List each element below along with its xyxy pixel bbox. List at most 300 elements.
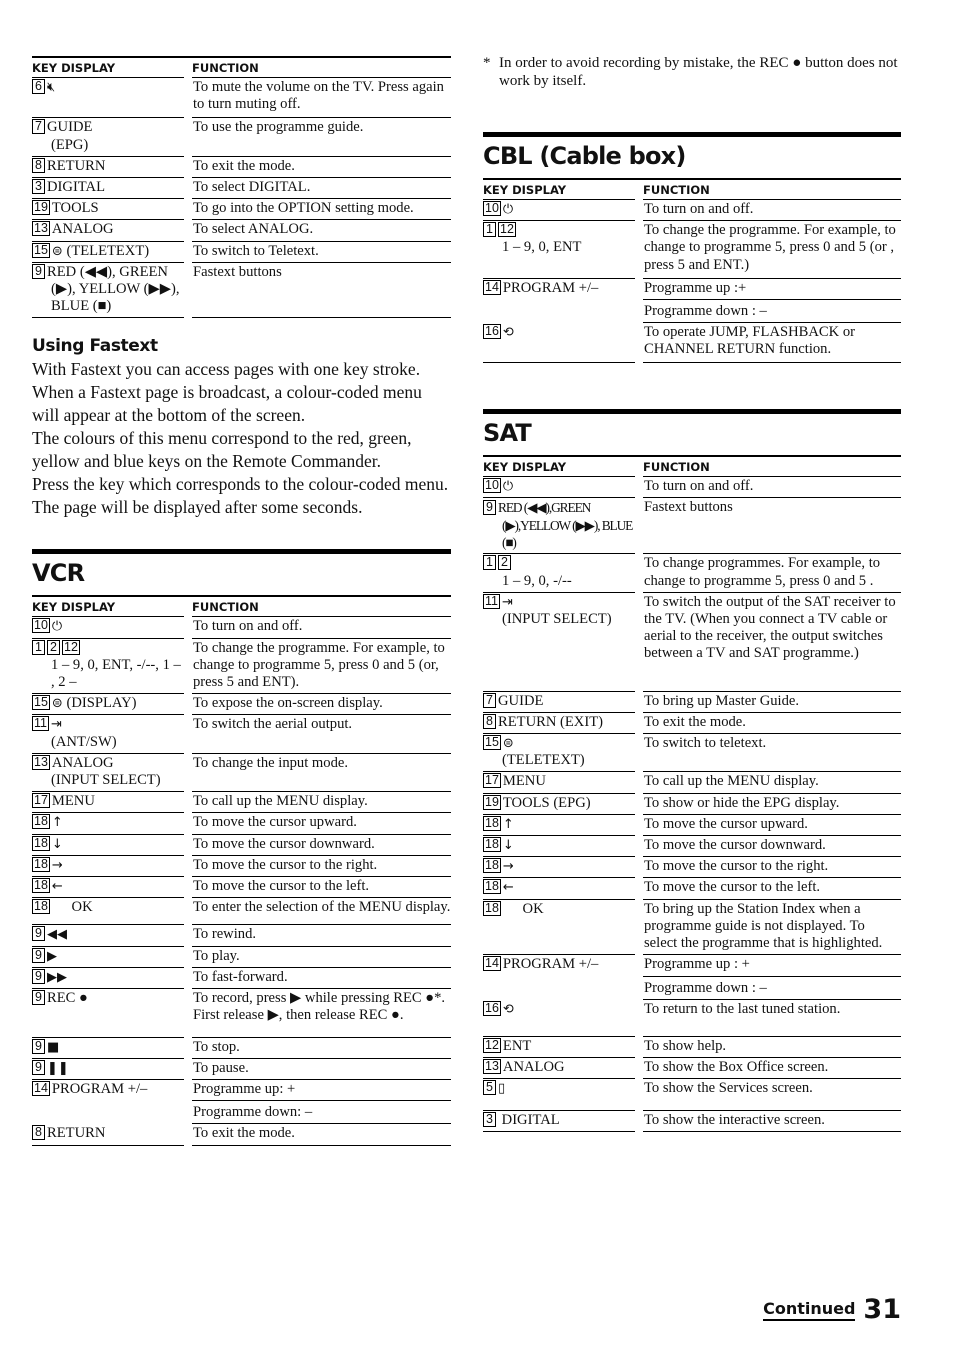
table-row (32, 617, 451, 638)
function-cell (643, 734, 901, 772)
table-row (32, 639, 451, 695)
function-text: To return to the last tuned station. (644, 1000, 841, 1017)
key-numbers (483, 478, 503, 494)
page-number: 31 (863, 1294, 901, 1325)
sat-key-table (483, 455, 901, 1132)
key-numbers (483, 594, 502, 610)
footnote (483, 54, 901, 90)
function-cell (643, 323, 901, 362)
key-numbers (483, 858, 503, 874)
column-gap (635, 279, 643, 323)
key-number-box: 10 (34, 618, 48, 633)
key-cell (32, 968, 184, 989)
vcr-key-table (32, 595, 451, 1145)
key-numbers (483, 795, 503, 811)
key-cell (483, 794, 635, 815)
key-number-box: 9 (32, 1060, 45, 1075)
sat-section (483, 409, 901, 1132)
right-column (483, 54, 901, 1132)
function-cell (643, 815, 901, 836)
column-gap (184, 597, 192, 617)
column-gap (184, 58, 192, 78)
function-text: Fastext buttons (193, 263, 282, 280)
key-numbers (483, 1080, 498, 1096)
function-text: To move the cursor upward. (644, 815, 808, 832)
fastext-paragraph: When a Fastext page is broadcast, a colour-coded menu will appear at the bottom of the screen. (32, 382, 422, 426)
function-cell (192, 898, 451, 925)
function-cell (643, 1000, 901, 1037)
key-numbers (32, 899, 52, 915)
key-number-box: 13 (34, 221, 48, 236)
table-row (32, 754, 451, 792)
key-number-box: 8 (32, 158, 45, 173)
footnote-text: In order to avoid recording by mistake, the REC ● button does not work by itself. (499, 55, 898, 89)
teletext-icon: ⊜ (502, 736, 514, 752)
key-numbers (32, 695, 52, 711)
left-column (32, 56, 451, 1146)
key-number-box: 17 (34, 793, 48, 808)
footnote-marker: * (483, 55, 491, 71)
key-numbers (32, 716, 51, 732)
key-number-box: 18 (485, 858, 499, 873)
function-text: Fastext buttons (644, 498, 733, 515)
key-label: MENU (502, 773, 546, 790)
key-label: RED (◀◀), GREEN (47, 263, 168, 280)
column-gap (184, 263, 192, 319)
display-icon: ⊜ (51, 696, 63, 712)
column-gap (184, 694, 192, 715)
key-cell (32, 813, 184, 834)
table-row (483, 772, 901, 793)
table-row (483, 815, 901, 836)
column-gap (184, 199, 192, 220)
key-number-box: 15 (485, 735, 499, 750)
key-numbers (32, 1081, 52, 1097)
key-numbers (32, 221, 52, 237)
key-label: PROGRAM +/– (502, 956, 599, 973)
jump-icon: ⟲ (502, 325, 514, 341)
sat-heading: SAT (483, 418, 531, 447)
key-numbers (483, 901, 503, 917)
key-numbers (32, 200, 52, 216)
key-cell (483, 772, 635, 793)
function-cell (643, 200, 901, 221)
key-number-box: 14 (485, 279, 499, 294)
key-numbers (483, 693, 498, 709)
function-text: To move the cursor to the right. (193, 856, 378, 873)
key-numbers (483, 280, 503, 296)
table-header (32, 595, 451, 617)
function-text: To move the cursor to the right. (644, 858, 829, 875)
function-cell (192, 617, 451, 638)
table-row (32, 1080, 451, 1124)
key-label: RETURN (47, 157, 106, 174)
key-number-box: 1 (32, 640, 45, 655)
function-text: To move the cursor downward. (193, 835, 375, 852)
column-gap (184, 639, 192, 695)
arrow-down-icon: ↓ (502, 838, 514, 854)
key-numbers (32, 179, 47, 195)
column-gap (184, 792, 192, 813)
table-row (32, 792, 451, 813)
key-label: (TELETEXT) (62, 242, 150, 259)
key-sublabel: (▶),YELLOW (▶▶), BLUE (■) (502, 518, 633, 551)
table-row (483, 593, 901, 692)
services-icon: ▯ (498, 1081, 506, 1097)
table-row (32, 178, 451, 199)
table-row (32, 263, 451, 319)
function-text: To go into the OPTION setting mode. (193, 200, 414, 217)
fastext-paragraph: With Fastext you can access pages with one key stroke. (32, 359, 421, 380)
function-text: To bring up Master Guide. (644, 692, 800, 709)
key-label: DIGITAL (498, 1111, 560, 1128)
key-cell (32, 118, 184, 156)
key-numbers (483, 1059, 503, 1075)
function-cell (192, 1124, 451, 1145)
function-text: To rewind. (193, 926, 257, 943)
function-text: To use the programme guide. (193, 119, 364, 136)
key-label: PROGRAM +/– (51, 1080, 148, 1097)
key-label: (DISPLAY) (62, 695, 137, 712)
input-icon: ⇥ (501, 594, 513, 610)
key-number-box: 9 (32, 264, 45, 279)
column-gap (635, 200, 643, 221)
teletext-icon: ⊜ (51, 243, 63, 259)
function-cell (192, 856, 451, 877)
key-cell (483, 734, 635, 772)
play-icon: ▶ (47, 948, 57, 964)
input-icon: ⇥ (50, 717, 62, 733)
key-numbers (32, 814, 52, 830)
column-gap (635, 692, 643, 713)
key-numbers (483, 201, 503, 217)
key-label: RETURN (47, 1125, 106, 1142)
table-row (483, 1000, 901, 1037)
key-number-box: 10 (485, 201, 499, 215)
function-cell (643, 477, 901, 498)
key-cell (32, 792, 184, 813)
arrow-up-icon: ↑ (51, 815, 63, 831)
table-row (483, 1111, 901, 1132)
key-number-box: 9 (483, 500, 496, 515)
key-display-header: KEY DISPLAY (483, 180, 635, 200)
key-sublabel: (EPG) (51, 136, 89, 153)
function-cell (643, 1111, 901, 1132)
function-cell (192, 118, 451, 156)
using-fastext-section (32, 336, 451, 519)
function-text: To bring up the Station Index when a programme guide is not displayed. To select the programme that is highlighted. (644, 900, 883, 952)
function-cell (643, 955, 901, 999)
key-cell (32, 835, 184, 856)
column-gap (184, 989, 192, 1037)
key-cell (483, 200, 635, 221)
function-header: FUNCTION (643, 180, 901, 200)
key-number-box: 16 (485, 324, 499, 339)
key-number-box: 18 (34, 814, 48, 829)
key-numbers (483, 500, 498, 516)
key-number-box: 18 (485, 879, 499, 894)
arrow-down-icon: ↓ (51, 836, 63, 852)
column-gap (184, 220, 192, 241)
function-text: To switch the output of the SAT receiver to the TV. (When you connect a TV cable or aerial to the receiver, the output switches between a TV and SAT programme.) (644, 593, 896, 662)
key-numbers (32, 793, 52, 809)
function-text: To record, press ▶ while pressing REC ●*. First release ▶, then release REC ●. (193, 990, 446, 1024)
function-text: To expose the on-screen display. (193, 695, 383, 712)
function-cell (192, 263, 451, 319)
table-row (32, 1038, 451, 1059)
function-cell (192, 715, 451, 753)
table-row (483, 955, 901, 999)
table-header (483, 455, 901, 477)
column-gap (184, 242, 192, 263)
column-gap (635, 900, 643, 956)
table-row (483, 713, 901, 734)
function-cell (643, 772, 901, 793)
key-label: DIGITAL (47, 179, 105, 196)
table-row (483, 1058, 901, 1079)
fastext-paragraph: Press the key which corresponds to the colour-coded menu. (32, 474, 449, 495)
function-text: To change the programme. For example, to change to programme 5, press 0 and 5 (or, press 5 and ENT). (193, 639, 445, 691)
key-label: GUIDE (498, 692, 544, 709)
function-text: To select ANALOG. (193, 221, 314, 238)
function-text: To select DIGITAL. (193, 179, 311, 196)
function-text: To call up the MENU display. (193, 793, 368, 810)
function-cell (192, 1059, 451, 1080)
key-cell (483, 477, 635, 498)
table-row (32, 989, 451, 1037)
key-label: RETURN (EXIT) (498, 713, 603, 730)
key-sublabel: (ANT/SW) (51, 733, 117, 750)
column-gap (184, 813, 192, 834)
function-text: To move the cursor to the left. (193, 878, 370, 895)
column-gap (184, 877, 192, 898)
key-cell (32, 898, 184, 925)
table-row (32, 694, 451, 715)
function-text-secondary: Programme down : – (644, 303, 767, 320)
column-gap (635, 477, 643, 498)
rewind-icon: ◀◀ (47, 927, 67, 943)
function-text: To change the input mode. (193, 754, 349, 771)
key-cell (483, 836, 635, 857)
table-row (483, 554, 901, 592)
key-display-header: KEY DISPLAY (32, 58, 184, 78)
key-number-box: 13 (485, 1059, 499, 1074)
function-cell (192, 947, 451, 968)
function-cell (643, 593, 901, 692)
page-footer (763, 1294, 901, 1325)
key-number-box: 3 (32, 179, 45, 194)
function-cell (192, 877, 451, 898)
function-cell (192, 242, 451, 263)
key-label: ENT (502, 1037, 532, 1054)
key-cell (32, 199, 184, 220)
key-label: RED (◀◀),GREEN (498, 499, 591, 515)
key-cell (483, 1037, 635, 1058)
table-row (483, 1037, 901, 1058)
key-cell (32, 78, 184, 118)
key-number-box: 6 (32, 79, 45, 94)
function-cell (643, 857, 901, 878)
function-text: To play. (193, 947, 240, 964)
key-number-box: 14 (34, 1080, 48, 1095)
key-cell (32, 263, 184, 319)
key-cell (32, 694, 184, 715)
key-numbers (483, 956, 503, 972)
fastext-paragraph: The page will be displayed after some seconds. (32, 497, 363, 518)
key-numbers (32, 618, 52, 634)
function-cell (192, 968, 451, 989)
key-cell (483, 692, 635, 713)
key-numbers (32, 1125, 47, 1141)
function-cell (192, 989, 451, 1037)
table-row (32, 118, 451, 156)
function-text: To exit the mode. (193, 157, 295, 174)
function-text: To turn on and off. (644, 201, 754, 217)
key-number-box: 17 (485, 773, 499, 788)
table-row (483, 878, 901, 899)
key-number-box: 14 (485, 956, 499, 971)
key-number-box: 9 (32, 926, 45, 941)
column-gap (184, 898, 192, 925)
key-numbers (32, 1039, 47, 1055)
key-number-box: 1 (483, 555, 496, 570)
function-cell (643, 279, 901, 323)
table-row (483, 794, 901, 815)
function-cell (643, 900, 901, 956)
table-row (32, 947, 451, 968)
column-gap (184, 617, 192, 638)
key-numbers (32, 1060, 47, 1076)
key-number-box: 13 (34, 754, 48, 769)
arrow-left-icon: ← (51, 879, 63, 895)
key-label: REC ● (47, 990, 88, 1007)
column-gap (635, 713, 643, 734)
cbl-heading: CBL (Cable box) (483, 142, 686, 170)
key-cell (483, 1058, 635, 1079)
fast-forward-icon: ▶▶ (47, 969, 67, 985)
function-cell (643, 221, 901, 279)
key-numbers (483, 879, 503, 895)
key-sublabel: (▶), YELLOW (▶▶), BLUE (■) (51, 281, 180, 315)
function-text: To switch to teletext. (644, 735, 767, 752)
key-cell (32, 877, 184, 898)
column-gap (184, 947, 192, 968)
key-numbers (32, 243, 52, 259)
key-numbers (483, 222, 518, 238)
table-row (32, 898, 451, 925)
function-text: To call up the MENU display. (644, 773, 819, 790)
key-numbers (32, 969, 47, 985)
column-gap (184, 835, 192, 856)
power-icon: ⏻ (51, 619, 63, 635)
key-cell (483, 955, 635, 999)
function-cell (643, 554, 901, 592)
function-header: FUNCTION (643, 457, 901, 477)
function-cell (643, 1037, 901, 1058)
function-text: To fast-forward. (193, 968, 288, 985)
arrow-left-icon: ← (502, 880, 514, 896)
key-cell (32, 220, 184, 241)
function-text: To move the cursor upward. (193, 814, 357, 831)
function-text: To move the cursor to the left. (644, 879, 821, 896)
key-sublabel: (INPUT SELECT) (51, 772, 161, 789)
function-cell (192, 178, 451, 199)
function-cell (192, 1038, 451, 1059)
key-numbers (483, 773, 503, 789)
arrow-right-icon: → (51, 857, 63, 873)
function-text: To exit the mode. (644, 713, 746, 730)
key-number-box: 9 (32, 948, 45, 963)
key-sublabel: (TELETEXT) (502, 752, 585, 769)
column-gap (184, 1059, 192, 1080)
table-row (32, 157, 451, 178)
column-gap (635, 323, 643, 362)
function-cell (643, 498, 901, 555)
column-gap (184, 118, 192, 156)
column-gap (184, 715, 192, 753)
table-header (32, 56, 451, 78)
table-row (32, 1124, 451, 1145)
function-text: To enter the selection of the MENU display. (193, 899, 451, 916)
function-cell (192, 792, 451, 813)
function-text: To turn on and off. (644, 477, 754, 494)
function-text: To change programmes. For example, to change to programme 5, press 0 and 5 . (644, 555, 881, 589)
key-numbers (32, 926, 47, 942)
function-text: To move the cursor downward. (644, 837, 826, 854)
function-text: To pause. (193, 1059, 249, 1076)
function-cell (192, 199, 451, 220)
key-numbers (32, 158, 47, 174)
table-row (483, 692, 901, 713)
key-number-box: 9 (32, 990, 45, 1005)
key-number-box: 2 (498, 555, 511, 570)
key-cell (32, 1038, 184, 1059)
key-cell (483, 221, 635, 279)
key-label: TOOLS (51, 200, 99, 217)
mute-icon: 🔇︎ (47, 80, 56, 95)
function-cell (192, 1080, 451, 1124)
function-text: Programme up: + (192, 1080, 451, 1101)
function-cell (192, 813, 451, 834)
key-label: MENU (51, 793, 95, 810)
function-text-secondary: Programme down : – (644, 979, 767, 996)
column-gap (635, 734, 643, 772)
column-gap (184, 754, 192, 792)
column-gap (635, 794, 643, 815)
key-cell (32, 856, 184, 877)
key-number-box: 18 (34, 899, 48, 914)
function-cell (192, 639, 451, 695)
key-number-box: 8 (32, 1125, 45, 1140)
power-icon: ⏻ (502, 478, 514, 494)
column-gap (635, 498, 643, 555)
key-cell (32, 754, 184, 792)
function-text: To switch to Teletext. (193, 242, 319, 259)
key-numbers (32, 79, 47, 95)
table-row (32, 199, 451, 220)
column-gap (635, 955, 643, 999)
column-gap (635, 1037, 643, 1058)
key-cell (32, 178, 184, 199)
column-gap (184, 968, 192, 989)
key-number-box: 15 (34, 695, 48, 710)
column-gap (635, 772, 643, 793)
key-label: OK (518, 900, 544, 917)
key-label: GUIDE (47, 119, 93, 136)
column-gap (184, 856, 192, 877)
cbl-key-table (483, 178, 901, 363)
function-cell (643, 794, 901, 815)
